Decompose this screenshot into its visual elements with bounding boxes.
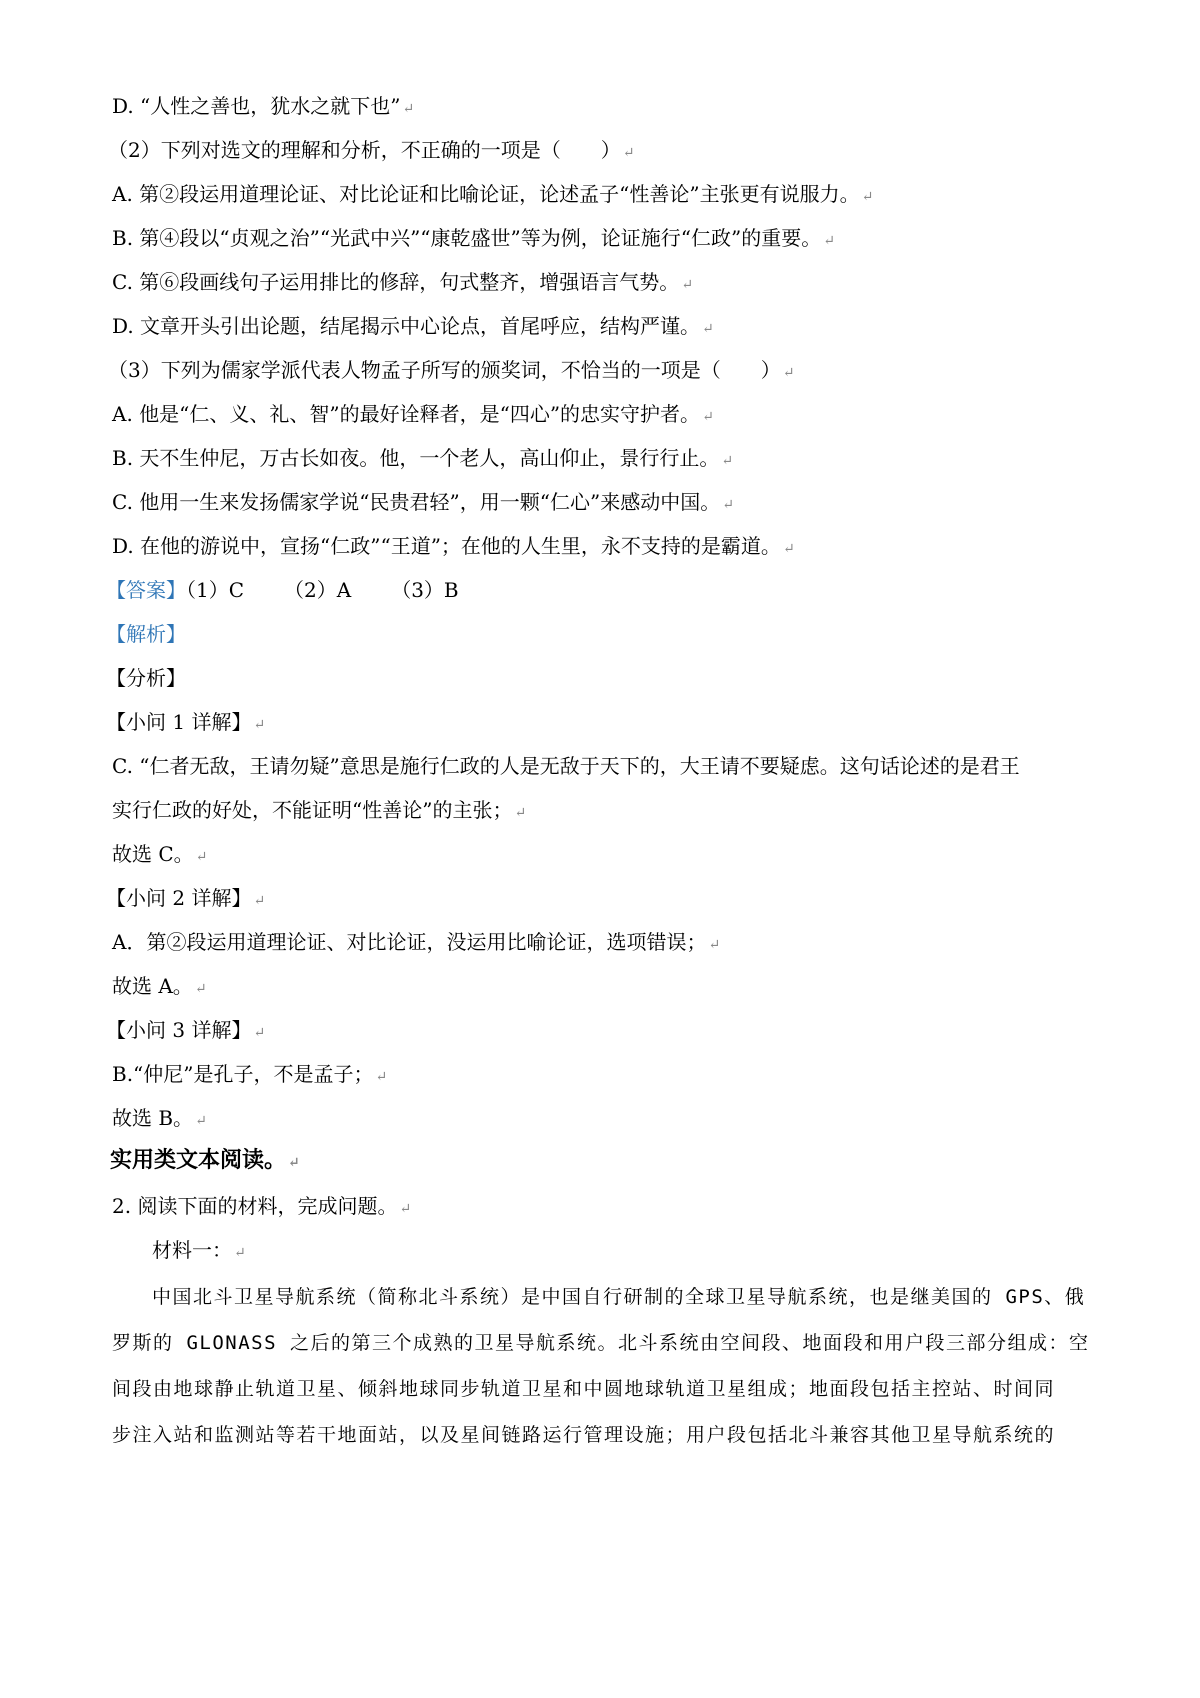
q3-option-b: B. 天不生仲尼，万古长如夜。他，一个老人，高山仰止，景行行止。 ↵ — [112, 446, 734, 470]
xw1-title: 【小问 1 详解】 ↵ — [106, 710, 266, 734]
q1-option-d: D. “人性之善也，犹水之就下也” ↵ — [112, 94, 415, 118]
xw1-line2: 实行仁政的好处，不能证明“性善论”的主张； ↵ — [112, 798, 527, 822]
analysis-tag: 【解析】 — [106, 622, 186, 646]
q2-option-c: C. 第⑥段画线句子运用排比的修辞，句式整齐，增强语言气势。 ↵ — [112, 270, 694, 294]
paragraph-mark-icon: ↵ — [708, 937, 721, 953]
xw2-title: 【小问 2 详解】 ↵ — [106, 886, 266, 910]
xw1-line1: C. “仁者无敌，王请勿疑”意思是施行仁政的人是无敌于天下的，大王请不要疑虑。这句话论述的是君王 — [112, 754, 1020, 778]
answer-1: （1）C — [186, 578, 245, 602]
paragraph-mark-icon: ↵ — [194, 981, 207, 997]
paragraph-mark-icon: ↵ — [399, 1201, 412, 1217]
paragraph-mark-icon: ↵ — [782, 365, 795, 381]
answer-line — [106, 576, 459, 604]
material-para-line1: 中国北斗卫星导航系统（简称北斗系统）是中国自行研制的全球卫星导航系统，也是继美国的 GPS、俄 — [152, 1286, 1086, 1308]
paragraph-mark-icon: ↵ — [782, 541, 795, 557]
material-para-line2: 罗斯的 GLONASS 之后的第三个成熟的卫星导航系统。北斗系统由空间段、地面段和用户段三部分组成：空 — [112, 1332, 1090, 1354]
xw3-line1: B.“仲尼”是孔子，不是孟子； ↵ — [112, 1062, 388, 1086]
paragraph-mark-icon: ↵ — [702, 321, 714, 337]
xw3-title: 【小问 3 详解】 ↵ — [106, 1018, 266, 1042]
paragraph-mark-icon: ↵ — [722, 497, 734, 513]
q3-option-c: C. 他用一生来发扬儒家学说“民贵君轻”，用一颗“仁心”来感动中国。 ↵ — [112, 490, 734, 514]
paragraph-mark-icon: ↵ — [253, 893, 266, 909]
q2-option-d: D. 文章开头引出论题，结尾揭示中心论点，首尾呼应，结构严谨。 ↵ — [112, 314, 714, 338]
xw3-conclusion: 故选 B。 ↵ — [112, 1106, 207, 1130]
q3-option-a: A. 他是“仁、义、礼、智”的最好诠释者，是“四心”的忠实守护者。 ↵ — [112, 402, 714, 426]
paragraph-mark-icon: ↵ — [195, 1113, 207, 1129]
paragraph-mark-icon: ↵ — [402, 101, 415, 117]
xw2-conclusion: 故选 A。 ↵ — [112, 974, 207, 998]
material-label: 材料一： ↵ — [152, 1238, 246, 1262]
section-title: 实用类文本阅读。 ↵ — [110, 1147, 300, 1173]
answer-2: （2）A — [284, 578, 352, 602]
answer-tag: 【答案】 — [106, 578, 186, 602]
material-para-line4: 步注入站和监测站等若干地面站，以及星间链路运行管理设施；用户段包括北斗兼容其他卫星导航系统的 — [112, 1424, 1056, 1446]
xw2-line1: A．第②段运用道理论证、对比论证，没运用比喻论证，选项错误； ↵ — [112, 930, 721, 954]
paragraph-mark-icon: ↵ — [195, 849, 208, 865]
paragraph-mark-icon: ↵ — [253, 1025, 266, 1041]
q3-option-d: D. 在他的游说中，宣扬“仁政”“王道”；在他的人生里，永不支持的是霸道。 ↵ — [112, 534, 795, 558]
q3-stem: （3）下列为儒家学派代表人物孟子所写的颁奖词，不恰当的一项是（ ） ↵ — [108, 358, 795, 382]
q2-stem: （2）下列对选文的理解和分析，不正确的一项是（ ） ↵ — [108, 138, 635, 162]
paragraph-mark-icon: ↵ — [514, 805, 527, 821]
q2-option-b: B. 第④段以“贞观之治”“光武中兴”“康乾盛世”等为例，论证施行“仁政”的重要。 ↵ — [112, 226, 835, 250]
paragraph-mark-icon: ↵ — [253, 717, 266, 733]
paragraph-mark-icon: ↵ — [823, 233, 835, 249]
paragraph-mark-icon: ↵ — [721, 453, 734, 469]
answer-3: （3）B — [391, 578, 459, 602]
q2-main-stem: 2. 阅读下面的材料，完成问题。 ↵ — [112, 1194, 412, 1218]
material-para-line3: 间段由地球静止轨道卫星、倾斜地球同步轨道卫星和中圆地球轨道卫星组成；地面段包括主控站、时间同 — [112, 1378, 1056, 1400]
paragraph-mark-icon: ↵ — [375, 1069, 388, 1085]
paragraph-mark-icon: ↵ — [702, 409, 714, 425]
paragraph-mark-icon: ↵ — [681, 277, 694, 293]
paragraph-mark-icon: ↵ — [861, 189, 874, 205]
xw1-conclusion: 故选 C。 ↵ — [112, 842, 208, 866]
paragraph-mark-icon: ↵ — [622, 145, 635, 161]
q2-option-a: A. 第②段运用道理论证、对比论证和比喻论证，论述孟子“性善论”主张更有说服力。 ↵ — [112, 182, 874, 206]
fenxi-tag: 【分析】 — [106, 666, 186, 690]
paragraph-mark-icon: ↵ — [288, 1155, 300, 1171]
paragraph-mark-icon: ↵ — [234, 1245, 246, 1261]
